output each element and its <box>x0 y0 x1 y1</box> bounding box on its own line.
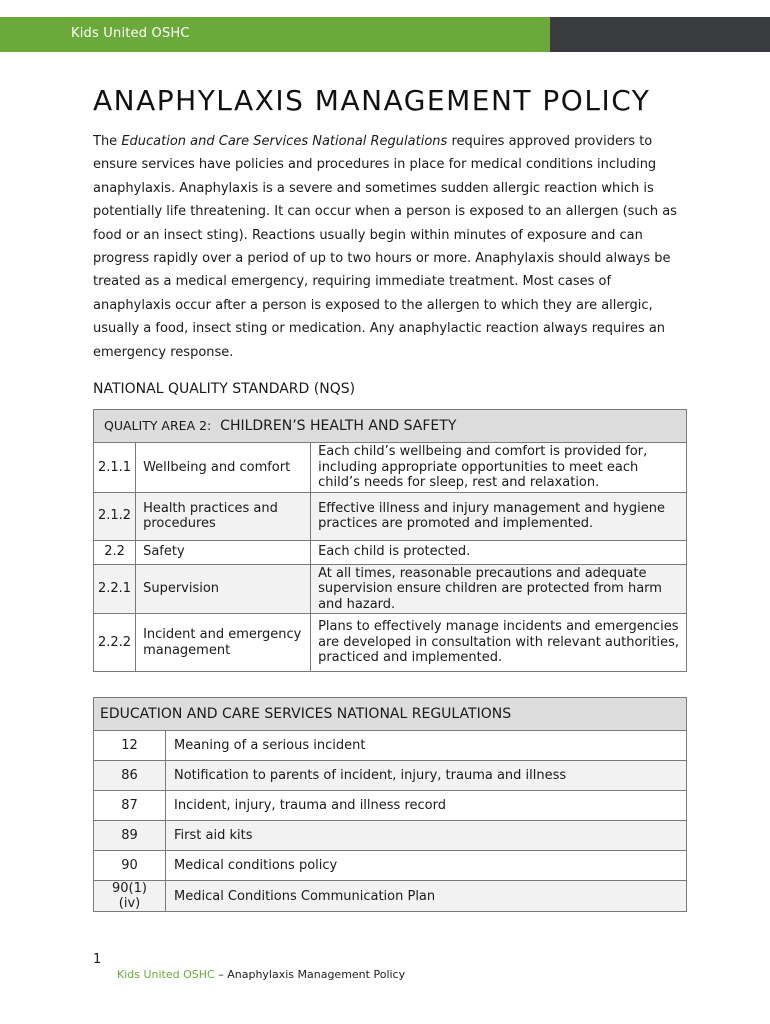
table-row <box>94 791 687 821</box>
table-row <box>94 881 687 912</box>
nqs-name: Wellbeing and comfort <box>136 443 311 493</box>
intro-regulation-name: Education and Care Services National Regulations <box>121 134 448 149</box>
quality-area-prefix: QUALITY AREA 2: <box>104 418 212 433</box>
regulation-number: 90 <box>94 851 166 881</box>
nqs-description: Each child is protected. <box>311 540 687 564</box>
nqs-code: 2.1.1 <box>94 443 136 493</box>
quality-area-title: CHILDREN’S HEALTH AND SAFETY <box>220 418 457 434</box>
table-row <box>94 443 687 493</box>
regulation-title: Incident, injury, trauma and illness record <box>166 791 687 821</box>
footer-org: Kids United OSHC <box>117 968 215 981</box>
regulation-title: Medical conditions policy <box>166 851 687 881</box>
header-green-band <box>0 17 550 52</box>
quality-area-heading <box>94 410 687 443</box>
nqs-description: At all times, reasonable precautions and adequate supervision ensure children are protected from harm and hazard. <box>311 564 687 614</box>
nqs-table-header-row <box>94 410 687 443</box>
regulation-number: 90(1)(iv) <box>94 881 166 912</box>
nqs-description: Plans to effectively manage incidents and emergencies are developed in consultation with relevant authorities, practiced and implemented. <box>311 614 687 672</box>
nqs-name: Incident and emergency management <box>136 614 311 672</box>
footer-doc-title: Anaphylaxis Management Policy <box>227 968 406 981</box>
nqs-table <box>93 409 687 672</box>
table-row <box>94 821 687 851</box>
table-row <box>94 492 687 540</box>
nqs-code: 2.2.2 <box>94 614 136 672</box>
regulations-header-row <box>94 698 687 731</box>
page-title: ANAPHYLAXIS MANAGEMENT POLICY <box>93 84 651 117</box>
regulations-table <box>93 697 687 912</box>
nqs-description: Each child’s wellbeing and comfort is provided for, including appropriate opportunities to meet each child’s needs for sleep, rest and relaxation. <box>311 443 687 493</box>
footer <box>117 968 405 981</box>
table-row <box>94 540 687 564</box>
nqs-heading: NATIONAL QUALITY STANDARD (NQS) <box>93 381 356 397</box>
nqs-name: Supervision <box>136 564 311 614</box>
nqs-code: 2.2 <box>94 540 136 564</box>
header-org-name: Kids United OSHC <box>71 26 190 41</box>
page-number: 1 <box>93 952 102 967</box>
regulation-title: First aid kits <box>166 821 687 851</box>
intro-body: requires approved providers to ensure services have policies and procedures in place for medical conditions including anaphylaxis. Anaphylaxis is a severe and sometimes sudden allergic reaction which is potentially life threatening. It can occur when a person is exposed to an allergen (such as food or an insect sting). Reactions usually begin within minutes of exposure and can progress rapidly over a period of up to two hours or more. Anaphylaxis should always be treated as a medical emergency, requiring immediate treatment. Most cases of anaphylaxis occur after a person is exposed to the allergen to which they are allergic, usually a food, insect sting or medication. Any anaphylactic reaction always requires an emergency response. <box>93 134 677 360</box>
regulation-title: Notification to parents of incident, injury, trauma and illness <box>166 761 687 791</box>
nqs-description: Effective illness and injury management and hygiene practices are promoted and implemented. <box>311 492 687 540</box>
intro-paragraph <box>93 130 693 364</box>
nqs-name: Health practices and procedures <box>136 492 311 540</box>
header-bar <box>0 17 770 52</box>
nqs-name: Safety <box>136 540 311 564</box>
regulation-title: Medical Conditions Communication Plan <box>166 881 687 912</box>
regulation-number: 89 <box>94 821 166 851</box>
intro-lead: The <box>93 134 122 149</box>
table-row <box>94 851 687 881</box>
table-row <box>94 731 687 761</box>
table-row <box>94 564 687 614</box>
regulation-number: 86 <box>94 761 166 791</box>
footer-separator: – <box>214 968 228 981</box>
nqs-code: 2.1.2 <box>94 492 136 540</box>
header-dark-band <box>550 17 770 52</box>
regulations-heading: EDUCATION AND CARE SERVICES NATIONAL REGULATIONS <box>94 698 687 731</box>
regulation-number: 87 <box>94 791 166 821</box>
table-row <box>94 761 687 791</box>
table-row <box>94 614 687 672</box>
regulation-number: 12 <box>94 731 166 761</box>
nqs-code: 2.2.1 <box>94 564 136 614</box>
regulation-title: Meaning of a serious incident <box>166 731 687 761</box>
